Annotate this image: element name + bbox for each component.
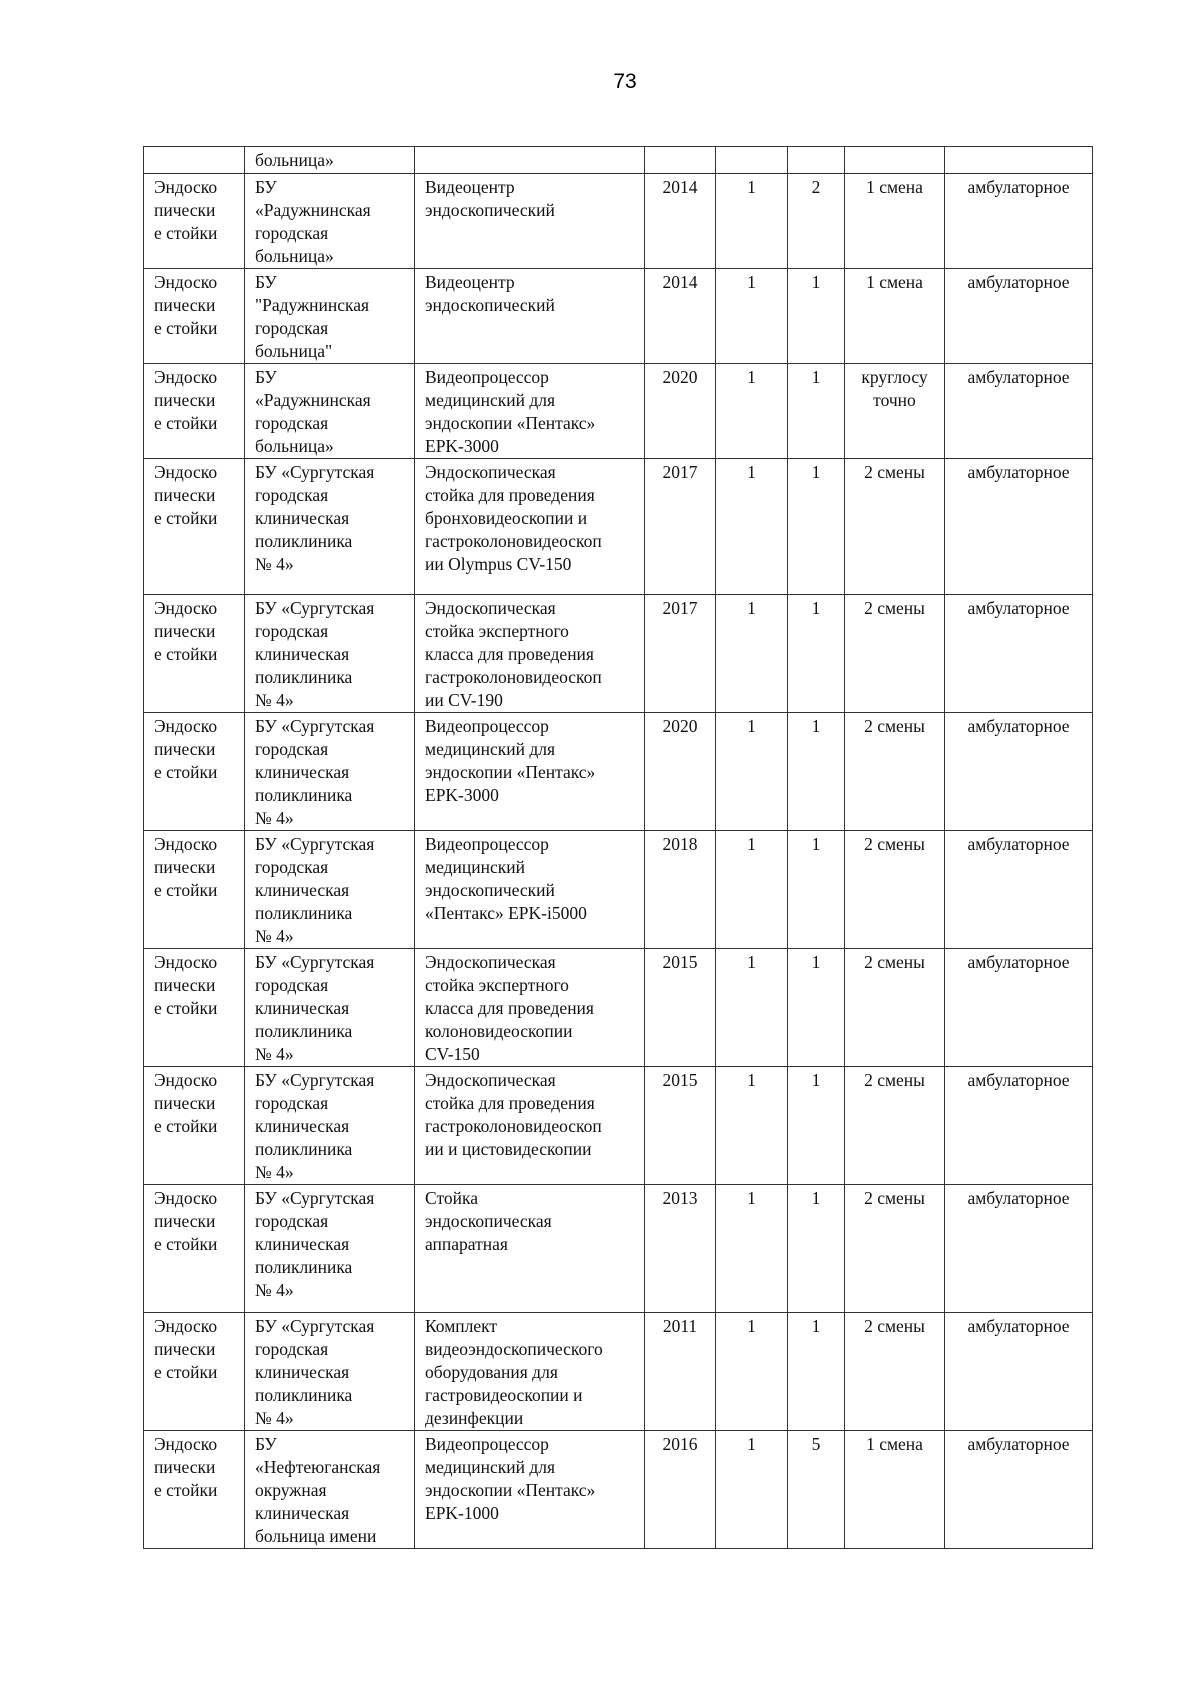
equipment-type-cell: Эндоско пически е стойки [144, 1313, 245, 1431]
equipment-type-cell: Эндоско пически е стойки [144, 174, 245, 269]
equipment-name-cell: Видеопроцессор медицинский для эндоскопии «Пентакс» EPK-3000 [415, 713, 645, 831]
table-row [144, 459, 1093, 595]
table-row [144, 1313, 1093, 1431]
care-mode-cell: амбулаторное [945, 174, 1093, 269]
count-cell: 1 [788, 713, 845, 831]
equipment-type-cell: Эндоско пически е стойки [144, 269, 245, 364]
equipment-name-cell: Видеопроцессор медицинский для эндоскопии «Пентакс» EPK-1000 [415, 1431, 645, 1549]
table-body [144, 147, 1093, 1549]
count-cell: 1 [788, 1185, 845, 1313]
quantity-cell: 1 [716, 1431, 788, 1549]
organization-cell: БУ «Сургутская городская клиническая поликлиника № 4» [245, 949, 415, 1067]
table-row [144, 147, 1093, 174]
count-cell: 1 [788, 1067, 845, 1185]
quantity-cell: 1 [716, 269, 788, 364]
table-row [144, 269, 1093, 364]
equipment-name-cell: Стойка эндоскопическая аппаратная [415, 1185, 645, 1313]
organization-cell: БУ «Сургутская городская клиническая поликлиника № 4» [245, 459, 415, 595]
shift-cell: 2 смены [845, 459, 945, 595]
organization-cell: БУ «Сургутская городская клиническая поликлиника № 4» [245, 1313, 415, 1431]
count-cell: 1 [788, 595, 845, 713]
count-cell: 1 [788, 831, 845, 949]
table-row [144, 1431, 1093, 1549]
equipment-name-cell: Видеоцентр эндоскопический [415, 174, 645, 269]
organization-cell: БУ «Нефтеюганская окружная клиническая больница имени [245, 1431, 415, 1549]
organization-cell: БУ "Радужнинская городская больница" [245, 269, 415, 364]
quantity-cell [716, 147, 788, 174]
organization-cell: больница» [245, 147, 415, 174]
year-cell: 2020 [645, 713, 716, 831]
year-cell: 2014 [645, 174, 716, 269]
equipment-name-cell: Видеоцентр эндоскопический [415, 269, 645, 364]
care-mode-cell: амбулаторное [945, 831, 1093, 949]
count-cell: 1 [788, 364, 845, 459]
year-cell: 2011 [645, 1313, 716, 1431]
shift-cell: 1 смена [845, 174, 945, 269]
organization-cell: БУ «Сургутская городская клиническая поликлиника № 4» [245, 713, 415, 831]
care-mode-cell: амбулаторное [945, 269, 1093, 364]
table-row [144, 713, 1093, 831]
shift-cell: 1 смена [845, 1431, 945, 1549]
table-row [144, 364, 1093, 459]
year-cell: 2014 [645, 269, 716, 364]
table-row [144, 831, 1093, 949]
care-mode-cell: амбулаторное [945, 1431, 1093, 1549]
shift-cell: 2 смены [845, 1185, 945, 1313]
care-mode-cell: амбулаторное [945, 713, 1093, 831]
year-cell: 2017 [645, 459, 716, 595]
quantity-cell: 1 [716, 459, 788, 595]
year-cell: 2015 [645, 949, 716, 1067]
equipment-type-cell: Эндоско пически е стойки [144, 713, 245, 831]
quantity-cell: 1 [716, 713, 788, 831]
table-row [144, 174, 1093, 269]
count-cell: 1 [788, 459, 845, 595]
quantity-cell: 1 [716, 949, 788, 1067]
quantity-cell: 1 [716, 364, 788, 459]
year-cell: 2020 [645, 364, 716, 459]
shift-cell: 2 смены [845, 713, 945, 831]
shift-cell: круглосу точно [845, 364, 945, 459]
shift-cell: 2 смены [845, 949, 945, 1067]
equipment-name-cell: Эндоскопическая стойка для проведения бронховидеоскопии и гастроколоновидеоскоп ии Olympus CV-150 [415, 459, 645, 595]
equipment-type-cell: Эндоско пически е стойки [144, 1185, 245, 1313]
care-mode-cell: амбулаторное [945, 1067, 1093, 1185]
count-cell: 1 [788, 1313, 845, 1431]
organization-cell: БУ «Радужнинская городская больница» [245, 174, 415, 269]
quantity-cell: 1 [716, 1185, 788, 1313]
year-cell: 2016 [645, 1431, 716, 1549]
care-mode-cell: амбулаторное [945, 364, 1093, 459]
equipment-name-cell [415, 147, 645, 174]
quantity-cell: 1 [716, 831, 788, 949]
organization-cell: БУ «Сургутская городская клиническая поликлиника № 4» [245, 1067, 415, 1185]
equipment-table [143, 146, 1093, 1549]
equipment-name-cell: Видеопроцессор медицинский для эндоскопии «Пентакс» EPK-3000 [415, 364, 645, 459]
quantity-cell: 1 [716, 1067, 788, 1185]
table-row [144, 595, 1093, 713]
equipment-type-cell: Эндоско пически е стойки [144, 949, 245, 1067]
equipment-name-cell: Эндоскопическая стойка экспертного класса для проведения колоновидеоскопии CV-150 [415, 949, 645, 1067]
equipment-type-cell: Эндоско пически е стойки [144, 1067, 245, 1185]
quantity-cell: 1 [716, 1313, 788, 1431]
year-cell: 2013 [645, 1185, 716, 1313]
organization-cell: БУ «Сургутская городская клиническая поликлиника № 4» [245, 595, 415, 713]
organization-cell: БУ «Сургутская городская клиническая поликлиника № 4» [245, 831, 415, 949]
table-row [144, 1185, 1093, 1313]
care-mode-cell: амбулаторное [945, 1185, 1093, 1313]
equipment-name-cell: Эндоскопическая стойка для проведения гастроколоновидеоскоп ии и цистовидескопии [415, 1067, 645, 1185]
equipment-type-cell: Эндоско пически е стойки [144, 459, 245, 595]
care-mode-cell: амбулаторное [945, 1313, 1093, 1431]
shift-cell: 1 смена [845, 269, 945, 364]
page-number: 73 [613, 70, 637, 93]
organization-cell: БУ «Радужнинская городская больница» [245, 364, 415, 459]
count-cell: 1 [788, 269, 845, 364]
shift-cell: 2 смены [845, 595, 945, 713]
care-mode-cell: амбулаторное [945, 949, 1093, 1067]
equipment-type-cell: Эндоско пически е стойки [144, 831, 245, 949]
care-mode-cell [945, 147, 1093, 174]
equipment-name-cell: Эндоскопическая стойка экспертного класса для проведения гастроколоновидеоскоп ии CV-190 [415, 595, 645, 713]
care-mode-cell: амбулаторное [945, 459, 1093, 595]
quantity-cell: 1 [716, 595, 788, 713]
year-cell [645, 147, 716, 174]
equipment-type-cell: Эндоско пически е стойки [144, 595, 245, 713]
care-mode-cell: амбулаторное [945, 595, 1093, 713]
equipment-type-cell: Эндоско пически е стойки [144, 1431, 245, 1549]
shift-cell [845, 147, 945, 174]
count-cell [788, 147, 845, 174]
equipment-type-cell [144, 147, 245, 174]
table-row [144, 1067, 1093, 1185]
equipment-name-cell: Комплект видеоэндоскопического оборудования для гастровидеоскопии и дезинфекции [415, 1313, 645, 1431]
quantity-cell: 1 [716, 174, 788, 269]
table-row [144, 949, 1093, 1067]
year-cell: 2017 [645, 595, 716, 713]
equipment-type-cell: Эндоско пически е стойки [144, 364, 245, 459]
count-cell: 1 [788, 949, 845, 1067]
shift-cell: 2 смены [845, 1313, 945, 1431]
shift-cell: 2 смены [845, 1067, 945, 1185]
year-cell: 2018 [645, 831, 716, 949]
organization-cell: БУ «Сургутская городская клиническая поликлиника № 4» [245, 1185, 415, 1313]
count-cell: 2 [788, 174, 845, 269]
count-cell: 5 [788, 1431, 845, 1549]
year-cell: 2015 [645, 1067, 716, 1185]
shift-cell: 2 смены [845, 831, 945, 949]
equipment-name-cell: Видеопроцессор медицинский эндоскопический «Пентакс» EPK-i5000 [415, 831, 645, 949]
